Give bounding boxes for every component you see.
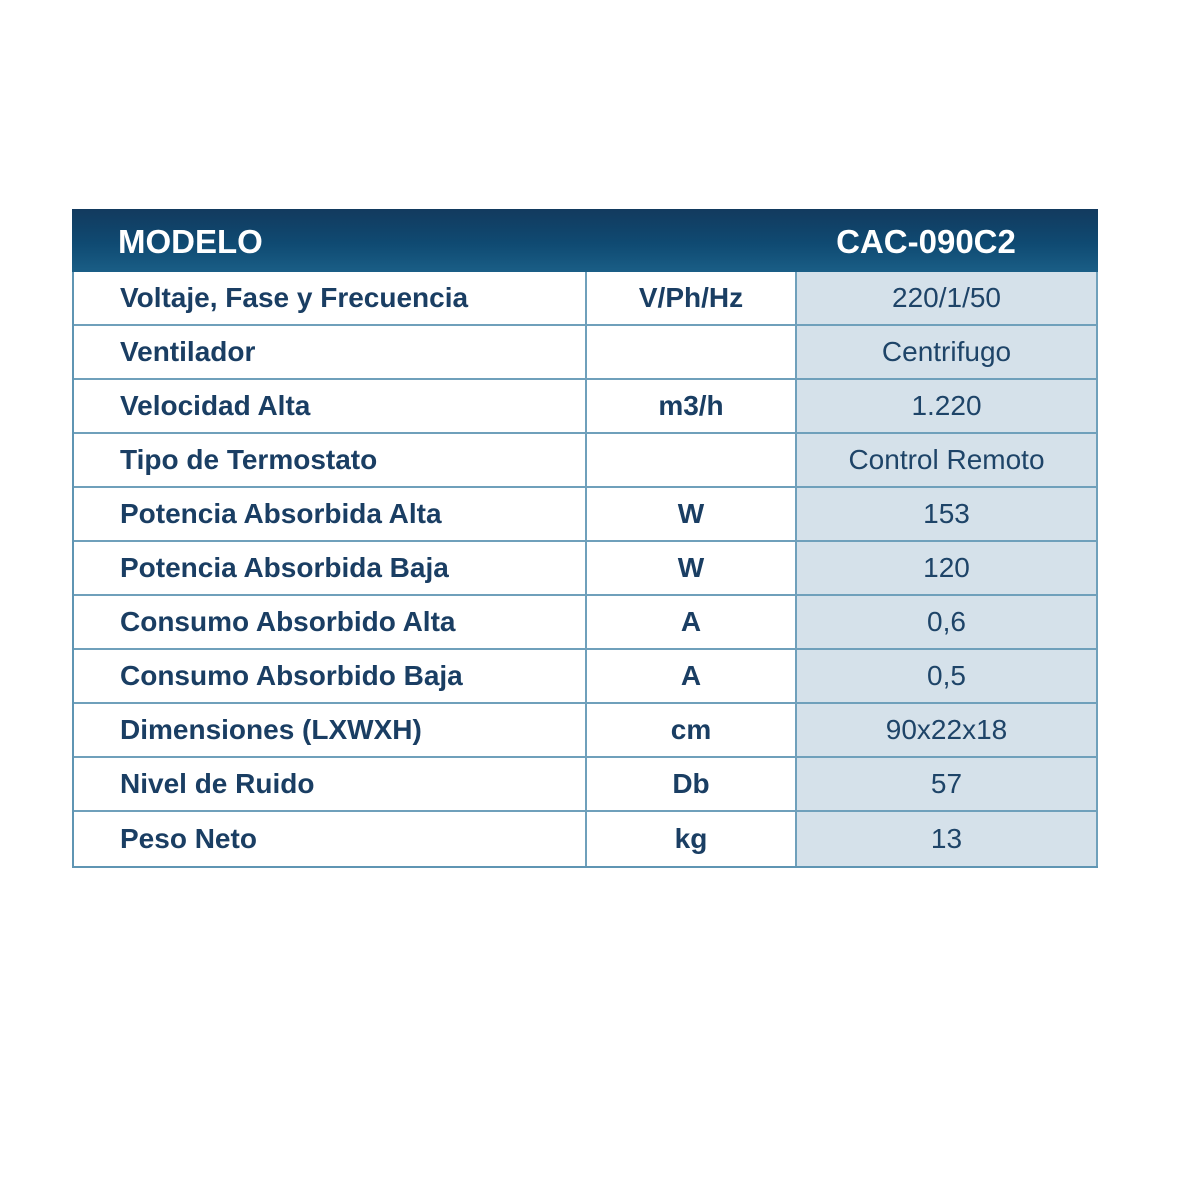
table-row	[74, 596, 1098, 650]
table-row	[74, 326, 1098, 380]
spec-name: Dimensiones (LXWXH)	[74, 704, 587, 756]
table-row	[74, 812, 1098, 866]
table-row	[74, 704, 1098, 758]
spec-table	[72, 209, 1098, 868]
spec-unit: A	[587, 650, 797, 702]
spec-value: 120	[797, 542, 1098, 594]
spec-name: Potencia Absorbida Baja	[74, 542, 587, 594]
spec-unit: W	[587, 542, 797, 594]
table-row	[74, 272, 1098, 326]
spec-unit: W	[587, 488, 797, 540]
spec-name: Consumo Absorbido Alta	[74, 596, 587, 648]
spec-name: Velocidad Alta	[74, 380, 587, 432]
spec-name: Ventilador	[74, 326, 587, 378]
spec-unit: A	[587, 596, 797, 648]
spec-rows	[72, 272, 1098, 868]
table-row	[74, 542, 1098, 596]
spec-name: Nivel de Ruido	[74, 758, 587, 810]
header-label: MODELO	[118, 223, 263, 260]
spec-value: 13	[797, 812, 1098, 866]
table-row	[74, 380, 1098, 434]
table-row	[74, 488, 1098, 542]
spec-value: 1.220	[797, 380, 1098, 432]
spec-unit: V/Ph/Hz	[587, 272, 797, 324]
spec-value: Control Remoto	[797, 434, 1098, 486]
spec-value: 90x22x18	[797, 704, 1098, 756]
table-row	[74, 758, 1098, 812]
spec-unit: m3/h	[587, 380, 797, 432]
spec-value: Centrifugo	[797, 326, 1098, 378]
model-name: CAC-090C2	[836, 223, 1016, 260]
spec-value: 220/1/50	[797, 272, 1098, 324]
spec-unit: Db	[587, 758, 797, 810]
spec-value: 0,6	[797, 596, 1098, 648]
spec-name: Tipo de Termostato	[74, 434, 587, 486]
spec-name: Consumo Absorbido Baja	[74, 650, 587, 702]
spec-name: Voltaje, Fase y Frecuencia	[74, 272, 587, 324]
spec-unit	[587, 434, 797, 486]
spec-name: Peso Neto	[74, 812, 587, 866]
spec-unit: cm	[587, 704, 797, 756]
table-row	[74, 650, 1098, 704]
spec-name: Potencia Absorbida Alta	[74, 488, 587, 540]
spec-value: 153	[797, 488, 1098, 540]
table-row	[74, 434, 1098, 488]
spec-value: 0,5	[797, 650, 1098, 702]
spec-unit: kg	[587, 812, 797, 866]
spec-unit	[587, 326, 797, 378]
table-header	[72, 209, 1098, 272]
spec-value: 57	[797, 758, 1098, 810]
